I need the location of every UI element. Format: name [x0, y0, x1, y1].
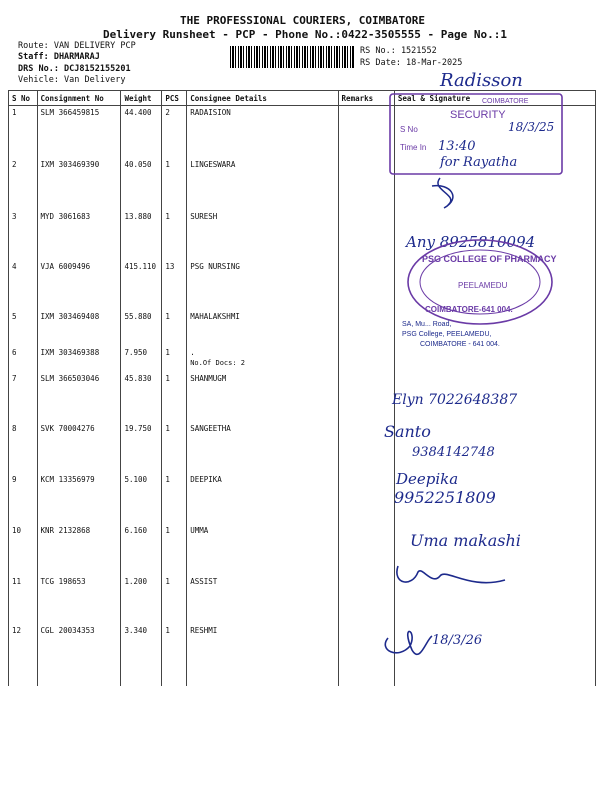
table-row: [9, 473, 596, 524]
cell-consignment: SLM 366459815: [37, 106, 121, 158]
cell-pcs: 1: [162, 422, 187, 473]
cell-sno: 5: [9, 310, 38, 346]
college-addr2: PSG College, PEELAMEDU,: [402, 331, 492, 338]
cell-consignee: DEEPIKA: [187, 473, 338, 524]
cell-weight: 44.400: [121, 106, 162, 158]
cell-consignment: VJA 6009496: [37, 260, 121, 310]
handwriting-row8-name: Santo: [384, 422, 431, 441]
table-row: [9, 310, 596, 346]
cell-consignee: UMMA: [187, 524, 338, 575]
col-seal: Seal & Signature: [394, 91, 595, 106]
cell-weight: 6.160: [121, 524, 162, 575]
cell-sno: 9: [9, 473, 38, 524]
college-area: PEELAMEDU: [458, 281, 508, 290]
cell-pcs: 1: [162, 210, 187, 260]
cell-consignee: RESHMI: [187, 624, 338, 686]
cell-consignment: KCM 13356979: [37, 473, 121, 524]
company-name: THE PROFESSIONAL COURIERS, COIMBATORE: [180, 14, 426, 27]
table-row: [9, 624, 596, 686]
route-text: Route: VAN DELIVERY PCP: [18, 41, 136, 51]
cell-remarks: [338, 524, 394, 575]
cell-seal: [394, 575, 595, 624]
handwriting-row4: Any 8925810094: [406, 233, 536, 251]
table-row: [9, 575, 596, 624]
cell-sno: 12: [9, 624, 38, 686]
cell-pcs: 1: [162, 158, 187, 210]
cell-consignee: SURESH: [187, 210, 338, 260]
cell-pcs: 1: [162, 372, 187, 422]
cell-consignee: [187, 346, 338, 372]
rs-number: RS No.: 1521552: [360, 46, 437, 56]
cell-consignee: ASSIST: [187, 575, 338, 624]
drs-text: DRS No.: DCJ8152155201: [18, 64, 131, 74]
stamp-city: COIMBATORE: [482, 98, 529, 105]
cell-consignment: IXM 303469388: [37, 346, 121, 372]
cell-pcs: 1: [162, 575, 187, 624]
table-row: [9, 158, 596, 210]
stamp-time-label: Time In: [400, 143, 427, 152]
cell-consignee: LINGESWARA: [187, 158, 338, 210]
consignee-text: .: [190, 347, 195, 357]
cell-consignment: MYD 3061683: [37, 210, 121, 260]
cell-sno: 2: [9, 158, 38, 210]
cell-weight: 40.050: [121, 158, 162, 210]
cell-seal: [394, 422, 595, 473]
cell-consignee: SHANMUGM: [187, 372, 338, 422]
college-city: COIMBATORE-641 004.: [425, 305, 513, 314]
cell-seal: [394, 260, 595, 310]
table-row: [9, 524, 596, 575]
cell-weight: 5.100: [121, 473, 162, 524]
cell-seal: [394, 310, 595, 346]
cell-remarks: [338, 210, 394, 260]
cell-pcs: 1: [162, 310, 187, 346]
college-addr3: COIMBATORE - 641 004.: [420, 341, 500, 348]
cell-sno: 10: [9, 524, 38, 575]
barcode: [230, 46, 354, 68]
table-row: [9, 422, 596, 473]
handwriting-row9-phone: 9952251809: [394, 488, 496, 507]
col-consignment: Consignment No: [37, 91, 121, 106]
cell-consignee: SANGEETHA: [187, 422, 338, 473]
handwriting-row10: Uma makashi: [410, 531, 521, 550]
staff-text: Staff: DHARMARAJ: [18, 52, 100, 62]
col-weight: Weight: [121, 91, 162, 106]
col-sno: S No: [9, 91, 38, 106]
stamp-time-value: 13:40: [438, 139, 476, 154]
docs-note: No.Of Docs: 2: [190, 358, 245, 367]
table-row: [9, 372, 596, 422]
cell-consignment: CGL 20034353: [37, 624, 121, 686]
cell-consignee: RADAISION: [187, 106, 338, 158]
cell-sno: 11: [9, 575, 38, 624]
stamp-brand: Radisson: [440, 70, 523, 91]
stamp-title: SECURITY: [450, 109, 506, 121]
cell-remarks: [338, 310, 394, 346]
col-consignee: Consignee Details: [187, 91, 338, 106]
table-row: [9, 106, 596, 158]
cell-consignee: MAHALAKSHMI: [187, 310, 338, 346]
cell-remarks: [338, 158, 394, 210]
cell-seal: [394, 372, 595, 422]
cell-remarks: [338, 106, 394, 158]
col-remarks: Remarks: [338, 91, 394, 106]
cell-seal: [394, 473, 595, 524]
cell-sno: 1: [9, 106, 38, 158]
cell-weight: 7.950: [121, 346, 162, 372]
cell-remarks: [338, 624, 394, 686]
cell-weight: 19.750: [121, 422, 162, 473]
cell-consignment: SVK 70004276: [37, 422, 121, 473]
cell-sno: 8: [9, 422, 38, 473]
cell-weight: 13.880: [121, 210, 162, 260]
cell-weight: 45.830: [121, 372, 162, 422]
handwriting-row12-date: 18/3/26: [432, 633, 483, 648]
cell-remarks: [338, 372, 394, 422]
cell-remarks: [338, 346, 394, 372]
cell-weight: 415.110: [121, 260, 162, 310]
cell-seal: [394, 346, 595, 372]
table-row: [9, 210, 596, 260]
cell-pcs: 2: [162, 106, 187, 158]
cell-sno: 3: [9, 210, 38, 260]
stamp-sno-label: S No: [400, 125, 418, 134]
rs-date: RS Date: 18-Mar-2025: [360, 58, 463, 68]
table-row: [9, 260, 596, 310]
cell-pcs: 13: [162, 260, 187, 310]
cell-pcs: 1: [162, 473, 187, 524]
cell-seal: [394, 106, 595, 158]
cell-remarks: [338, 575, 394, 624]
cell-weight: 55.880: [121, 310, 162, 346]
table-row: [9, 346, 596, 372]
cell-pcs: 1: [162, 624, 187, 686]
runsheet-title: Delivery Runsheet - PCP - Phone No.:0422-3505555 - Page No.:1: [103, 28, 507, 41]
college-name: PSG COLLEGE OF PHARMACY: [422, 254, 557, 264]
cell-weight: 1.200: [121, 575, 162, 624]
runsheet-table: [8, 90, 596, 686]
handwriting-row8-phone: 9384142748: [412, 445, 495, 460]
cell-consignment: SLM 366503046: [37, 372, 121, 422]
cell-sno: 6: [9, 346, 38, 372]
cell-seal: [394, 624, 595, 686]
cell-pcs: 1: [162, 524, 187, 575]
cell-sno: 7: [9, 372, 38, 422]
cell-seal: [394, 158, 595, 210]
table-header-row: [9, 91, 596, 106]
cell-sno: 4: [9, 260, 38, 310]
cell-consignment: IXM 303469408: [37, 310, 121, 346]
cell-consignee: PSG NURSING: [187, 260, 338, 310]
col-pcs: PCS: [162, 91, 187, 106]
handwriting-row7: Elyn 7022648387: [392, 392, 518, 408]
cell-remarks: [338, 473, 394, 524]
cell-remarks: [338, 260, 394, 310]
cell-seal: [394, 524, 595, 575]
cell-pcs: 1: [162, 346, 187, 372]
cell-weight: 3.340: [121, 624, 162, 686]
cell-consignment: KNR 2132868: [37, 524, 121, 575]
stamp-date-value: 18/3/25: [508, 120, 555, 134]
college-addr1: SA, Mu... Road,: [402, 321, 452, 328]
cell-seal: [394, 210, 595, 260]
handwriting-row9-name: Deepika: [396, 470, 459, 488]
vehicle-text: Vehicle: Van Delivery: [18, 75, 126, 85]
stamp-for-text: for Rayatha: [440, 155, 518, 170]
cell-consignment: TCG 198653: [37, 575, 121, 624]
cell-consignment: IXM 303469390: [37, 158, 121, 210]
cell-remarks: [338, 422, 394, 473]
